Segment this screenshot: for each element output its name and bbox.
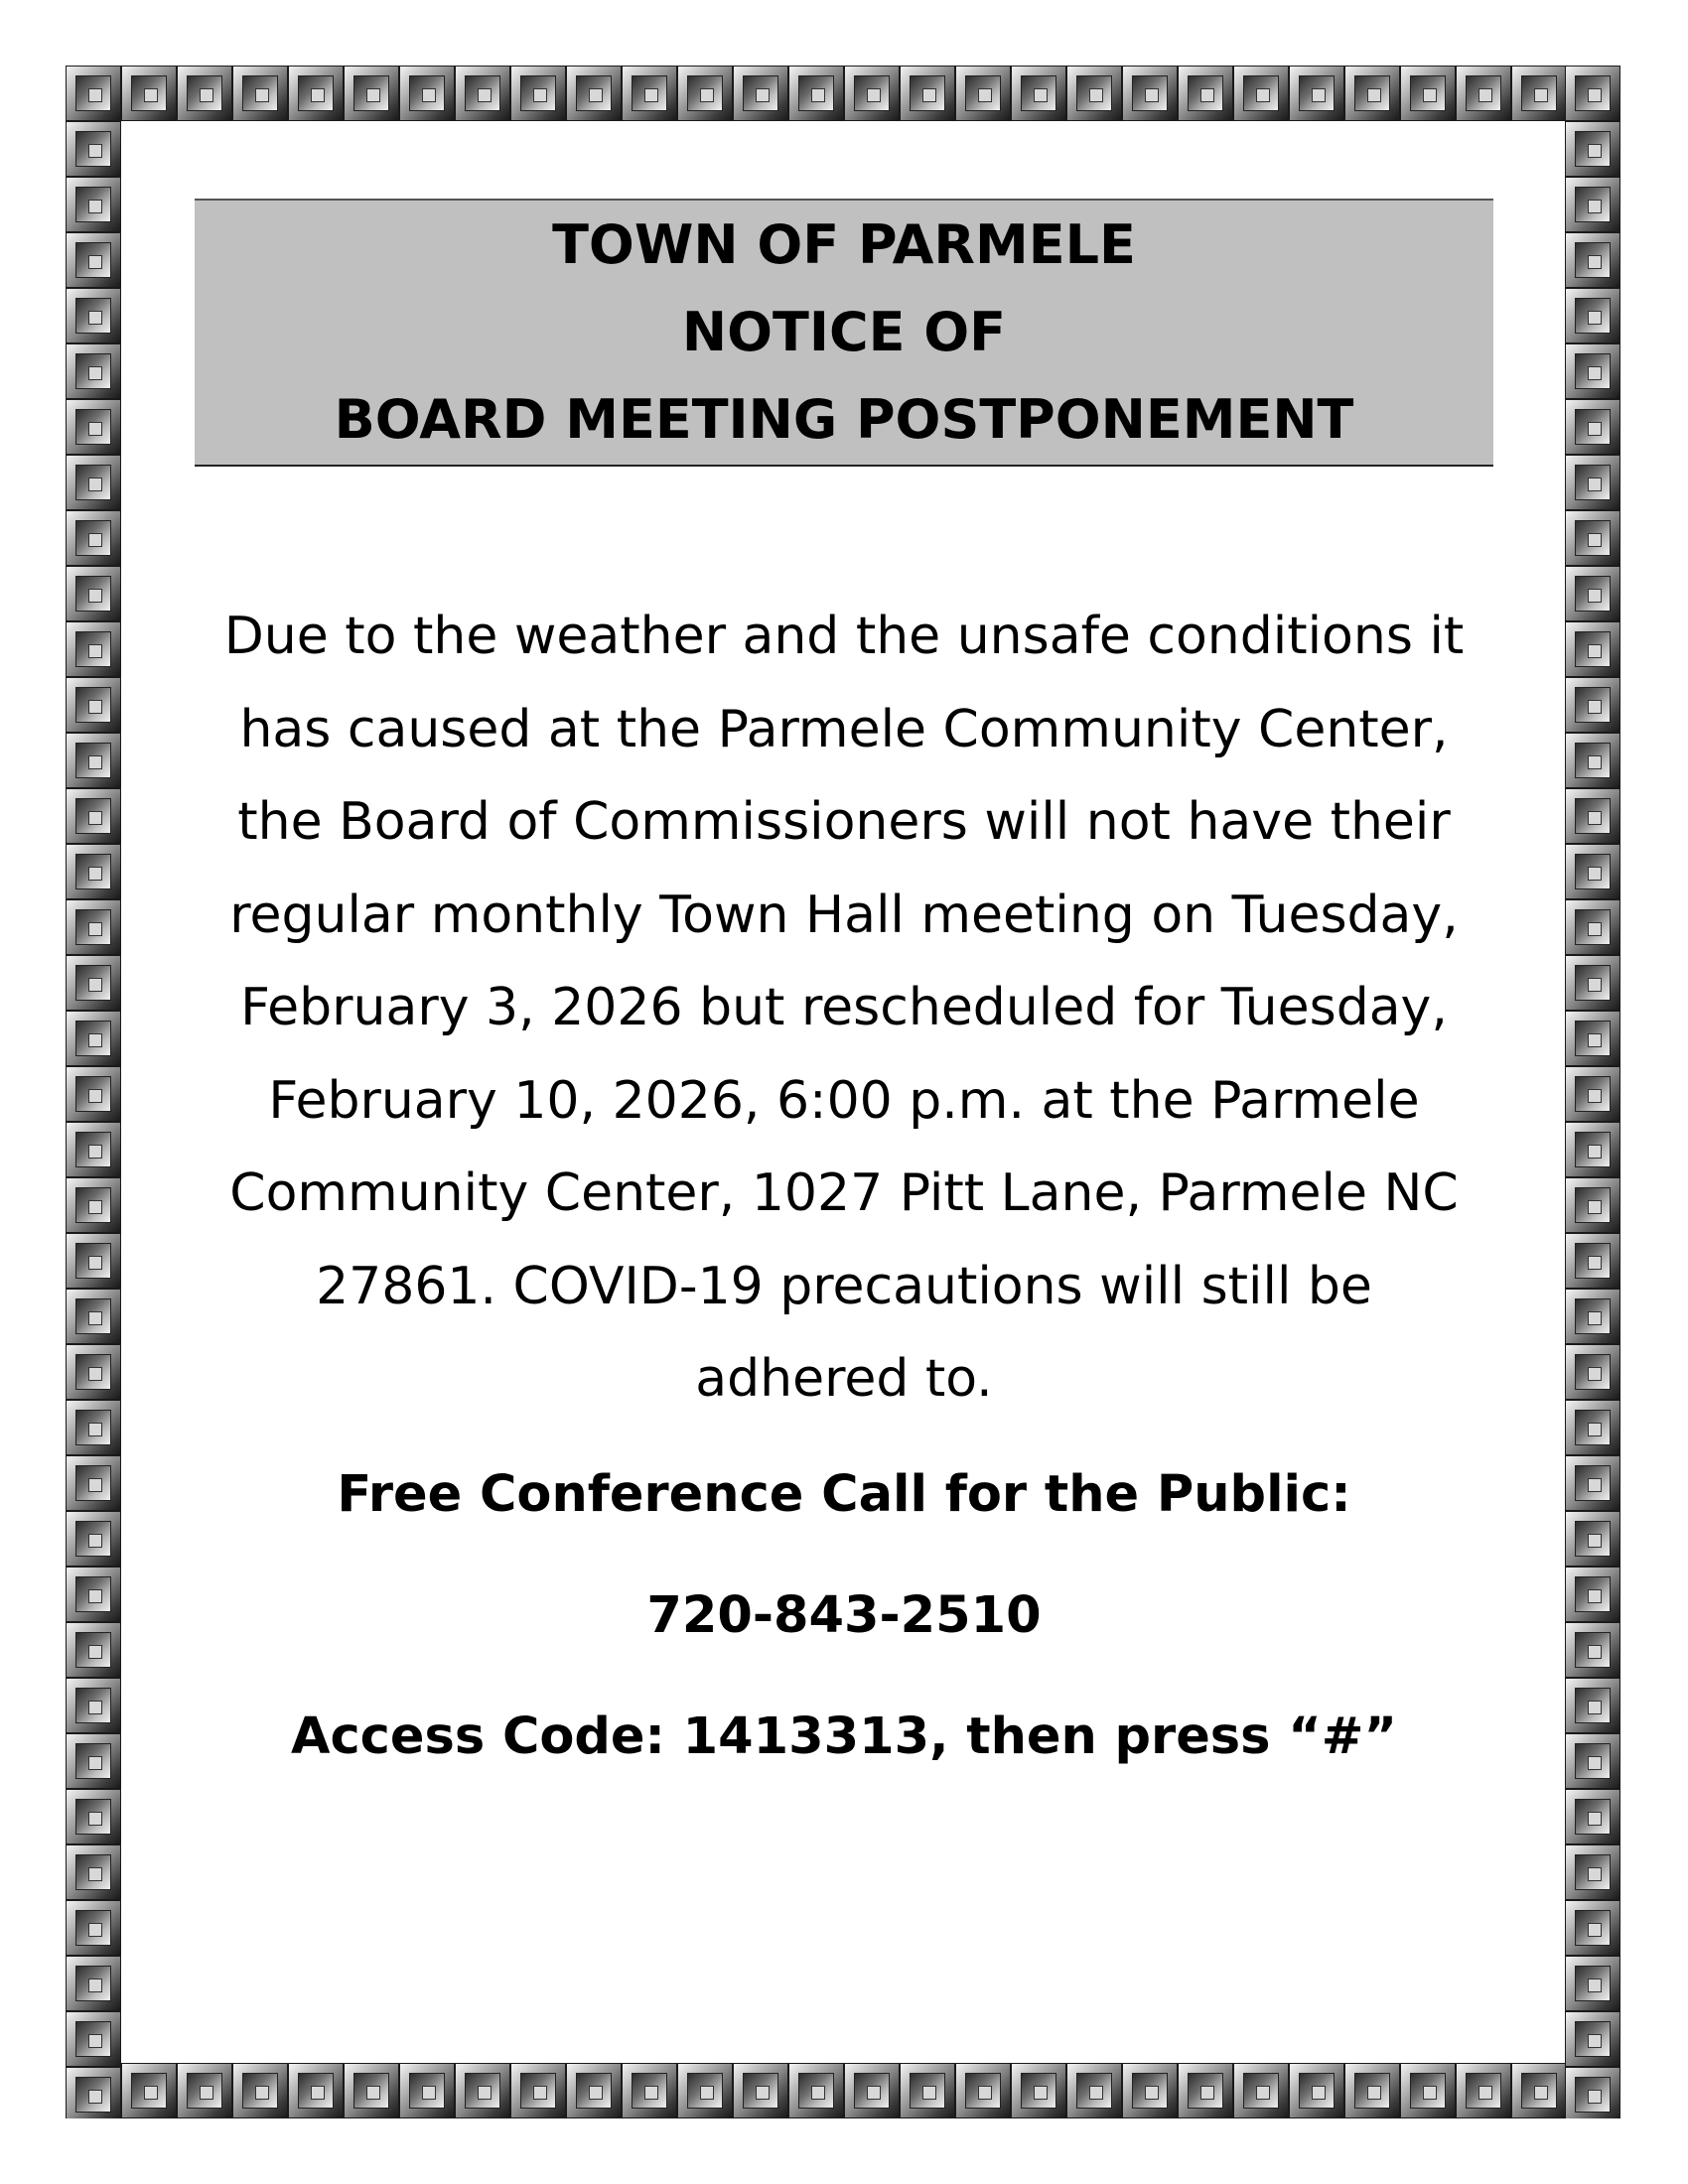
body-line: regular monthly Town Hall meeting on Tuesday, [229, 885, 1459, 945]
border-stud [1565, 1233, 1620, 1289]
conference-call-info [179, 1449, 1509, 1813]
border-stud [66, 343, 121, 399]
border-stud [1565, 955, 1620, 1011]
border-stud [66, 1511, 121, 1567]
border-stud [1344, 2063, 1400, 2118]
body-line: Due to the weather and the unsafe conditions it [223, 607, 1465, 666]
conference-phone-number: 720-843-2510 [646, 1586, 1042, 1645]
border-stud [66, 510, 121, 566]
border-stud [1565, 455, 1620, 510]
border-stud [1122, 66, 1178, 121]
border-stud [1565, 621, 1620, 677]
border-stud [1565, 1122, 1620, 1177]
decorative-border-right [1565, 66, 1620, 2118]
border-stud [66, 677, 121, 733]
border-stud [900, 66, 955, 121]
border-stud [510, 66, 566, 121]
border-stud [66, 1289, 121, 1344]
border-stud [1565, 1622, 1620, 1678]
border-stud [1565, 399, 1620, 455]
border-stud [1565, 733, 1620, 788]
border-stud [1565, 1733, 1620, 1789]
border-stud [66, 788, 121, 844]
border-stud [1565, 121, 1620, 177]
title-line-town: TOWN OF PARMELE [552, 213, 1136, 276]
border-stud [1565, 1789, 1620, 1844]
border-stud [677, 66, 733, 121]
border-stud [622, 2063, 677, 2118]
border-stud [66, 566, 121, 621]
border-stud [1011, 2063, 1066, 2118]
border-stud [1565, 899, 1620, 955]
border-stud [1066, 66, 1122, 121]
border-stud [455, 2063, 510, 2118]
body-line: Community Center, 1027 Pitt Lane, Parmele NC [229, 1163, 1459, 1223]
border-stud [1565, 1289, 1620, 1344]
border-stud [1565, 566, 1620, 621]
border-stud [1565, 2067, 1620, 2118]
border-stud [1400, 2063, 1456, 2118]
border-stud [1565, 1678, 1620, 1733]
border-stud [1565, 343, 1620, 399]
border-stud [344, 2063, 399, 2118]
border-stud [1178, 2063, 1233, 2118]
border-stud [788, 2063, 844, 2118]
border-stud [66, 177, 121, 232]
border-stud [1400, 66, 1456, 121]
title-banner [195, 199, 1493, 467]
border-stud [1344, 66, 1400, 121]
border-stud [1066, 2063, 1122, 2118]
border-stud [66, 1567, 121, 1622]
border-stud [1233, 2063, 1289, 2118]
border-stud [1565, 177, 1620, 232]
border-stud [1565, 1900, 1620, 1956]
decorative-border-left [66, 66, 121, 2118]
border-stud [399, 2063, 455, 2118]
border-stud [1565, 66, 1620, 121]
body-line: has caused at the Parmele Community Center, [239, 699, 1449, 759]
border-stud [177, 2063, 232, 2118]
border-stud [566, 66, 622, 121]
border-stud [1565, 844, 1620, 899]
border-stud [1456, 66, 1511, 121]
conference-access-code: Access Code: 1413313, then press “#” [290, 1707, 1398, 1766]
border-stud [66, 1066, 121, 1122]
border-stud [288, 66, 344, 121]
notice-body [179, 591, 1509, 1427]
border-stud [1565, 1511, 1620, 1567]
border-stud [66, 455, 121, 510]
border-stud [66, 1900, 121, 1956]
border-stud [955, 2063, 1011, 2118]
border-stud [66, 844, 121, 899]
border-stud [66, 1233, 121, 1289]
border-stud [788, 66, 844, 121]
border-stud [66, 1344, 121, 1400]
conference-heading: Free Conference Call for the Public: [337, 1465, 1351, 1524]
border-stud [66, 1622, 121, 1678]
border-stud [344, 66, 399, 121]
border-stud [1565, 1567, 1620, 1622]
border-stud [733, 2063, 788, 2118]
border-stud [66, 1455, 121, 1511]
border-stud [66, 955, 121, 1011]
border-stud [66, 288, 121, 343]
border-stud [66, 121, 121, 177]
border-stud [955, 66, 1011, 121]
border-stud [66, 1956, 121, 2011]
border-stud [1178, 66, 1233, 121]
border-stud [622, 66, 677, 121]
border-stud [66, 66, 121, 121]
border-stud [1233, 66, 1289, 121]
border-stud [1565, 510, 1620, 566]
border-stud [66, 899, 121, 955]
border-stud [288, 2063, 344, 2118]
border-stud [1565, 1011, 1620, 1066]
border-stud [121, 66, 177, 121]
border-stud [66, 733, 121, 788]
title-line-postponement: BOARD MEETING POSTPONEMENT [334, 388, 1354, 451]
border-stud [677, 2063, 733, 2118]
border-stud [1565, 1400, 1620, 1455]
body-line: adhered to. [695, 1349, 993, 1409]
border-stud [1565, 232, 1620, 288]
body-line: 27861. COVID-19 precautions will still be [316, 1256, 1372, 1316]
border-stud [1565, 788, 1620, 844]
border-stud [232, 2063, 288, 2118]
border-stud [733, 66, 788, 121]
border-stud [399, 66, 455, 121]
border-stud [66, 621, 121, 677]
border-stud [66, 1400, 121, 1455]
border-stud [121, 2063, 177, 2118]
border-stud [1289, 2063, 1344, 2118]
border-stud [1565, 1956, 1620, 2011]
border-stud [1511, 2063, 1567, 2118]
border-stud [66, 1844, 121, 1900]
border-stud [844, 66, 900, 121]
border-stud [66, 1789, 121, 1844]
border-stud [1289, 66, 1344, 121]
title-line-notice: NOTICE OF [681, 301, 1007, 363]
border-stud [66, 2067, 121, 2118]
border-stud [66, 399, 121, 455]
border-stud [1565, 1066, 1620, 1122]
body-line: February 3, 2026 but rescheduled for Tuesday, [240, 978, 1448, 1037]
border-stud [66, 1122, 121, 1177]
border-stud [900, 2063, 955, 2118]
border-stud [1565, 2011, 1620, 2067]
border-stud [844, 2063, 900, 2118]
border-stud [66, 1011, 121, 1066]
border-stud [66, 1733, 121, 1789]
border-stud [1565, 1455, 1620, 1511]
border-stud [1565, 1344, 1620, 1400]
border-stud [1565, 288, 1620, 343]
border-stud [1565, 677, 1620, 733]
border-stud [66, 1678, 121, 1733]
border-stud [1122, 2063, 1178, 2118]
border-stud [66, 1177, 121, 1233]
border-stud [1456, 2063, 1511, 2118]
border-stud [1565, 1177, 1620, 1233]
border-stud [1511, 66, 1567, 121]
border-stud [455, 66, 510, 121]
border-stud [1565, 1844, 1620, 1900]
border-stud [510, 2063, 566, 2118]
body-line: February 10, 2026, 6:00 p.m. at the Parmele [268, 1070, 1420, 1131]
border-stud [177, 66, 232, 121]
border-stud [566, 2063, 622, 2118]
border-stud [66, 232, 121, 288]
decorative-border-top [66, 66, 1620, 121]
border-stud [232, 66, 288, 121]
decorative-border-bottom [66, 2063, 1620, 2118]
border-stud [1011, 66, 1066, 121]
body-line: the Board of Commissioners will not have their [237, 792, 1451, 852]
border-stud [66, 2011, 121, 2067]
